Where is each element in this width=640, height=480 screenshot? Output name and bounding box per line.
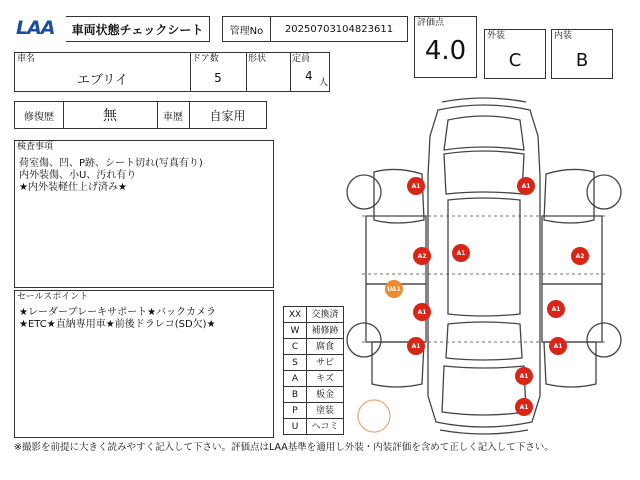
damage-marker: UA1 [385,280,403,298]
legend-code: C [284,339,307,355]
damage-marker: A1 [407,337,425,355]
overall-grade-box [414,16,477,78]
mgmt-label [222,16,271,42]
exterior-grade-box [484,29,546,79]
legend-row [284,403,344,419]
damage-marker: A1 [413,303,431,321]
legend-meaning: 塗装 [307,403,344,419]
legend-code: P [284,403,307,419]
capacity-value: 4 [305,69,313,83]
legend-row [284,323,344,339]
damage-code-legend [283,306,344,435]
legend-code: W [284,323,307,339]
inspection-notes-box [14,140,274,288]
wheel-rear-left [347,323,381,357]
car-name-value: エブリイ [76,72,129,88]
legend-row [284,371,344,387]
legend-meaning: サビ [307,355,344,371]
legend-row [284,307,344,323]
legend-meaning: 腐食 [307,339,344,355]
damage-marker: A1 [407,177,425,195]
repair-history-value: 無 [103,108,117,124]
history-row [14,101,267,129]
legend-meaning: 補修跡 [307,323,344,339]
mgmt-label-text: 管理No [229,25,264,37]
footer-note: ※撮影を前提に大きく読みやすく記入して下さい。評価点はLAA基準を適用し外装・内装評価を含めて正しく記入して下さい。 [14,442,554,453]
legend-row [284,419,344,435]
legend-meaning: 板金 [307,387,344,403]
legend-meaning: 交換済 [307,307,344,323]
legend-code: XX [284,307,307,323]
damage-marker: A1 [547,300,565,318]
selling-points-box [14,290,274,438]
car-diagram [344,96,624,438]
rear-window-panel [446,322,522,360]
inspection-line: 内外装傷、小U、汚れ有り [19,170,137,181]
legend-meaning: キズ [307,371,344,387]
mgmt-value [270,16,408,42]
overall-grade-label: 評価点 [417,18,445,28]
usage-history-value: 自家用 [209,108,246,123]
repair-history-label: 修復歴 [24,111,54,123]
vehicle-info-row [14,52,330,92]
interior-grade-box [551,29,613,79]
legend-row [284,339,344,355]
legend-row [284,355,344,371]
selling-point-line: ★レーダーブレーキサポート★バックカメラ [19,307,217,318]
interior-grade-label: 内装 [554,31,573,41]
legend-row [284,387,344,403]
capacity-unit: 人 [319,78,329,88]
windshield-panel [444,151,524,194]
logo-text: LAA [16,17,55,38]
damage-marker: A1 [515,398,533,416]
logo [14,16,64,38]
car-name-label: 車名 [17,54,36,64]
wheel-front-left [347,175,381,209]
exterior-grade-value: C [508,49,522,71]
rear-bumper [440,430,528,434]
door-count-label: ドア数 [192,54,219,64]
hood-panel [444,116,524,150]
inspection-notes-label: 検査事項 [17,142,54,152]
damage-marker: A1 [452,244,470,262]
interior-grade-value: B [575,49,589,71]
inspection-line: 荷室傷、凹、P跡、シート切れ(写真有り) [19,158,203,169]
rear-gate-panel [442,366,526,415]
page-title-text: 車両状態チェックシート [71,22,204,37]
legend-code: S [284,355,307,371]
wheel-rear-right [587,323,621,357]
legend-code: U [284,419,307,435]
page-title [66,16,210,42]
damage-marker: A2 [413,247,431,265]
capacity-label: 定員 [292,54,311,64]
inspection-line: ★内外装軽仕上げ済み★ [19,182,127,193]
legend-meaning: ヘコミ [307,419,344,435]
spare-tire [358,400,390,432]
body-type-value [246,65,290,91]
legend-code: A [284,371,307,387]
damage-marker: A1 [515,367,533,385]
wheel-front-right [587,175,621,209]
exterior-grade-label: 外装 [487,31,506,41]
right-fender-panel [544,169,594,223]
door-count-value: 5 [214,71,222,85]
body-type-label: 形状 [248,54,267,64]
selling-point-line: ★ETC★直納専用車★前後ドラレコ(SD欠)★ [19,319,216,330]
overall-grade-value: 4.0 [424,36,467,66]
front-bumper [442,98,526,102]
usage-history-label: 車歴 [163,111,183,123]
mgmt-value-text: 20250703104823611 [284,23,394,35]
damage-marker: A2 [571,247,589,265]
legend-code: B [284,387,307,403]
damage-marker: A1 [549,337,567,355]
selling-points-label: セールスポイント [17,292,89,302]
damage-marker: A1 [517,177,535,195]
